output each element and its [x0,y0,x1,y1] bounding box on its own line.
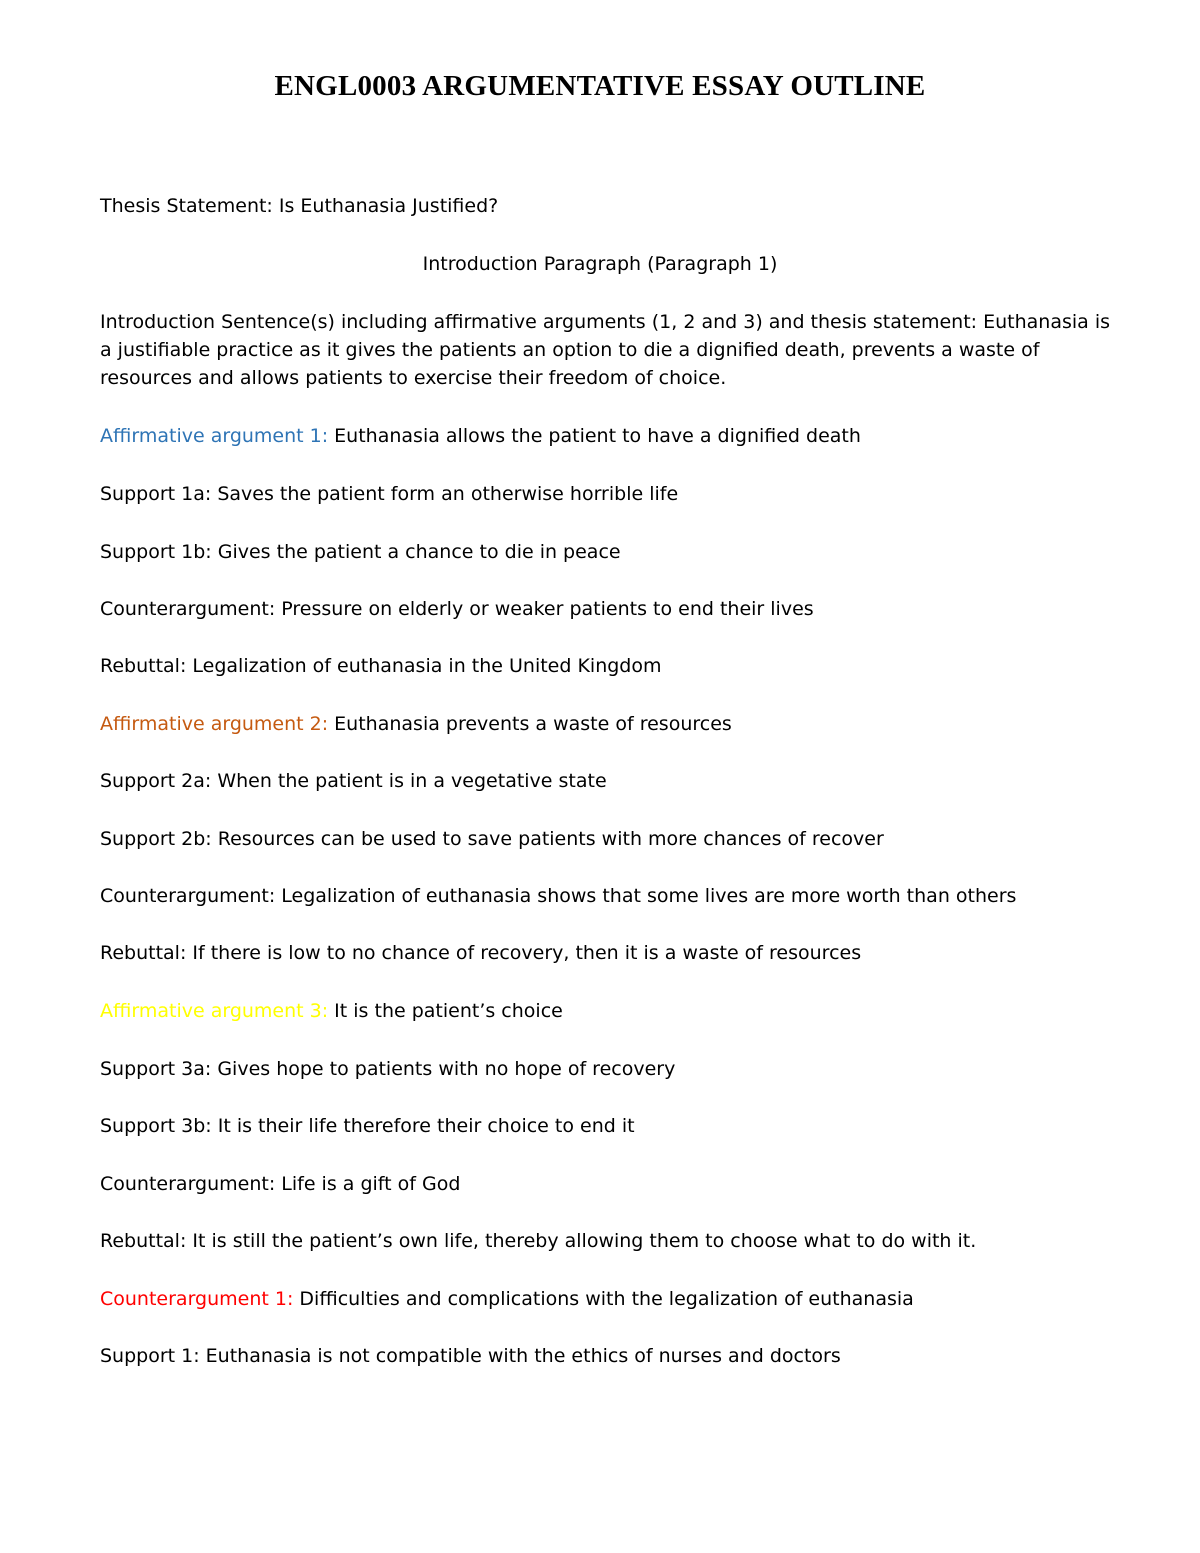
support-2b: Support 2b: Resources can be used to save patients with more chances of recover [100,828,884,850]
support-1a: Support 1a: Saves the patient form an otherwise horrible life [100,483,679,505]
affirmative-argument-1 [100,422,1110,450]
support-2a: Support 2a: When the patient is in a vegetative state [100,770,607,792]
support-1b: Support 1b: Gives the patient a chance to die in peace [100,541,621,563]
support-3b: Support 3b: It is their life therefore their choice to end it [100,1115,635,1137]
counterargument-1 [100,1285,1110,1313]
affirmative-argument-1-label: Affirmative argument 1: [100,425,329,447]
affirmative-argument-3-text: It is the patient’s choice [328,1000,563,1022]
counterargument-1-support: Support 1: Euthanasia is not compatible with the ethics of nurses and doctors [100,1345,841,1367]
counterargument-1-label: Counterargument 1: [100,1288,294,1310]
affirmative-argument-3 [100,997,1110,1025]
affirmative-argument-1-text: Euthanasia allows the patient to have a dignified death [328,425,861,447]
counterargument-arg2: Counterargument: Legalization of euthanasia shows that some lives are more worth than others [100,885,1017,907]
intro-heading: Introduction Paragraph (Paragraph 1) [422,253,778,275]
affirmative-argument-2-label: Affirmative argument 2: [100,713,329,735]
support-3a: Support 3a: Gives hope to patients with no hope of recovery [100,1058,676,1080]
rebuttal-arg1: Rebuttal: Legalization of euthanasia in the United Kingdom [100,655,662,677]
counterargument-arg1: Counterargument: Pressure on elderly or weaker patients to end their lives [100,598,814,620]
thesis-statement: Thesis Statement: Is Euthanasia Justified? [100,195,499,217]
affirmative-argument-2 [100,710,1110,738]
affirmative-argument-2-text: Euthanasia prevents a waste of resources [328,713,732,735]
affirmative-argument-3-label: Affirmative argument 3: [100,1000,329,1022]
document-title: ENGL0003 ARGUMENTATIVE ESSAY OUTLINE [274,70,926,102]
counterargument-1-text: Difficulties and complications with the legalization of euthanasia [293,1288,914,1310]
intro-paragraph: Introduction Sentence(s) including affirmative arguments (1, 2 and 3) and thesis statement: Euthanasia is a justifiable practice as it gives the patients an option to die a dignified death, prevents a waste of resources and allows patients to exercise their freedom of choice. [100,311,1111,389]
counterargument-arg3: Counterargument: Life is a gift of God [100,1173,461,1195]
rebuttal-arg2: Rebuttal: If there is low to no chance of recovery, then it is a waste of resources [100,942,862,964]
rebuttal-arg3: Rebuttal: It is still the patient’s own life, thereby allowing them to choose what to do with it. [100,1230,977,1252]
